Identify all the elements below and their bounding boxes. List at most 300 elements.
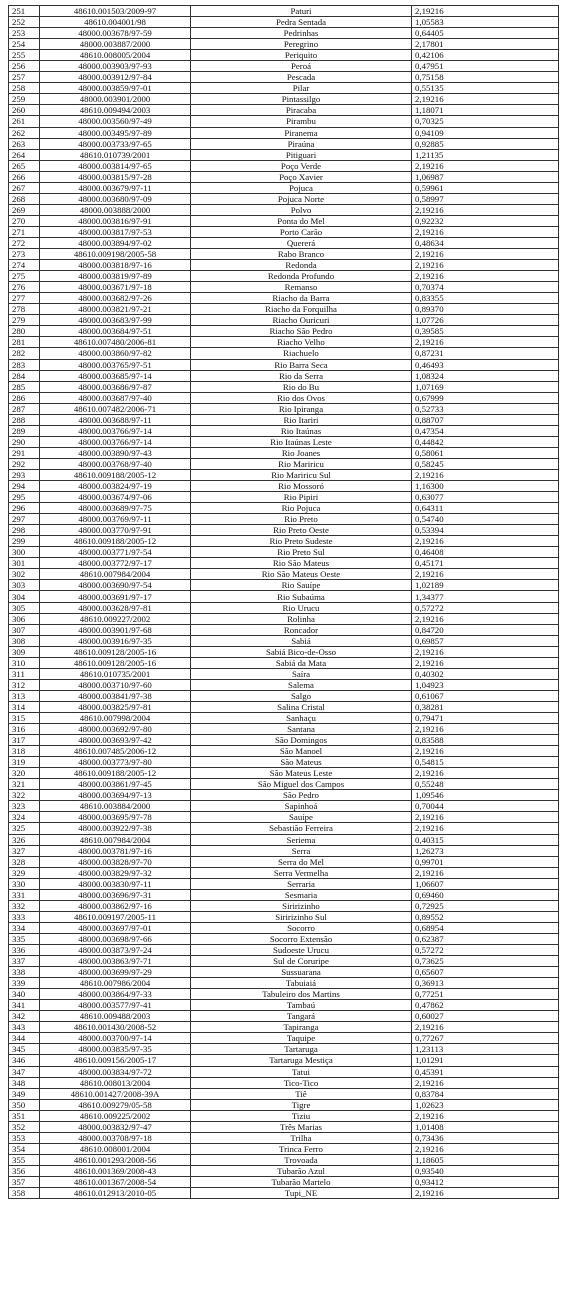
table-row — [9, 1154, 559, 1165]
table-row — [9, 72, 559, 83]
table-row — [9, 1110, 559, 1121]
process-number: 48000.003688/97-11 — [40, 414, 191, 425]
row-number: 254 — [9, 39, 40, 50]
process-number: 48610.009225/2002 — [40, 1110, 191, 1121]
row-number: 343 — [9, 1022, 40, 1033]
row-number: 281 — [9, 337, 40, 348]
table-row — [9, 635, 559, 646]
value-cell: 1,18071 — [412, 105, 559, 116]
process-number: 48000.003679/97-11 — [40, 182, 191, 193]
field-name: Rio Ipiranga — [191, 403, 412, 414]
table-row — [9, 1022, 559, 1033]
field-name: Pitiguari — [191, 149, 412, 160]
row-number: 295 — [9, 492, 40, 503]
field-name: Periquito — [191, 50, 412, 61]
table-row — [9, 381, 559, 392]
process-number: 48000.003700/97-14 — [40, 1033, 191, 1044]
process-number: 48610.007984/2004 — [40, 834, 191, 845]
row-number: 283 — [9, 359, 40, 370]
value-cell: 2,19216 — [412, 1143, 559, 1154]
process-number: 48610.001430/2008-52 — [40, 1022, 191, 1033]
value-cell: 1,09546 — [412, 790, 559, 801]
row-number: 290 — [9, 436, 40, 447]
field-name: Rio Mariricu — [191, 458, 412, 469]
table-row — [9, 900, 559, 911]
process-number: 48610.009128/2005-16 — [40, 646, 191, 657]
table-row — [9, 547, 559, 558]
table-row — [9, 823, 559, 834]
row-number: 311 — [9, 668, 40, 679]
process-number: 48000.003922/97-38 — [40, 823, 191, 834]
table-row — [9, 889, 559, 900]
row-number: 337 — [9, 956, 40, 967]
field-name: Riacho da Barra — [191, 293, 412, 304]
table-row — [9, 602, 559, 613]
process-number: 48000.003863/97-71 — [40, 956, 191, 967]
process-number: 48000.003698/97-66 — [40, 933, 191, 944]
table-row — [9, 282, 559, 293]
field-name: Pirambu — [191, 116, 412, 127]
process-number: 48610.009198/2005-58 — [40, 249, 191, 260]
value-cell: 0,92232 — [412, 215, 559, 226]
table-row — [9, 1000, 559, 1011]
value-cell: 0,36913 — [412, 978, 559, 989]
table-row — [9, 768, 559, 779]
process-number: 48000.003680/97-09 — [40, 193, 191, 204]
process-number: 48610.007986/2004 — [40, 978, 191, 989]
process-number: 48610.009188/2005-12 — [40, 469, 191, 480]
row-number: 256 — [9, 61, 40, 72]
row-number: 263 — [9, 138, 40, 149]
field-name: Piranema — [191, 127, 412, 138]
table-row — [9, 845, 559, 856]
field-name: Pojuca Norte — [191, 193, 412, 204]
table-row — [9, 944, 559, 955]
row-number: 340 — [9, 989, 40, 1000]
table-row — [9, 50, 559, 61]
row-number: 285 — [9, 381, 40, 392]
table-row — [9, 160, 559, 171]
table-row — [9, 127, 559, 138]
process-number: 48000.003862/97-16 — [40, 900, 191, 911]
table-row — [9, 1165, 559, 1176]
value-cell: 0,61067 — [412, 690, 559, 701]
row-number: 296 — [9, 503, 40, 514]
value-cell: 0,88707 — [412, 414, 559, 425]
field-name: Siririzinho — [191, 900, 412, 911]
value-cell: 0,52733 — [412, 403, 559, 414]
table-row — [9, 746, 559, 757]
process-number: 48000.003697/97-01 — [40, 922, 191, 933]
value-cell: 2,19216 — [412, 337, 559, 348]
row-number: 319 — [9, 757, 40, 768]
row-number: 331 — [9, 889, 40, 900]
row-number: 318 — [9, 746, 40, 757]
value-cell: 0,54815 — [412, 757, 559, 768]
field-name: Paturi — [191, 6, 412, 17]
field-name: Rio São Mateus — [191, 558, 412, 569]
process-number: 48610.008001/2004 — [40, 1143, 191, 1154]
field-name: Riacho Velho — [191, 337, 412, 348]
process-number: 48000.003818/97-16 — [40, 260, 191, 271]
field-name: Seriema — [191, 834, 412, 845]
field-name: Trovoada — [191, 1154, 412, 1165]
value-cell: 0,93540 — [412, 1165, 559, 1176]
field-name: Sul de Coruripe — [191, 956, 412, 967]
field-name: São Mateus — [191, 757, 412, 768]
process-number: 48000.003684/97-51 — [40, 326, 191, 337]
row-number: 255 — [9, 50, 40, 61]
process-number: 48000.003768/97-40 — [40, 458, 191, 469]
field-name: Sebastião Ferreira — [191, 823, 412, 834]
row-number: 321 — [9, 779, 40, 790]
process-number: 48000.003815/97-28 — [40, 171, 191, 182]
process-number: 48000.003773/97-80 — [40, 757, 191, 768]
row-number: 346 — [9, 1055, 40, 1066]
field-name: Ponta do Mel — [191, 215, 412, 226]
row-number: 341 — [9, 1000, 40, 1011]
process-number: 48610.009494/2003 — [40, 105, 191, 116]
field-name: Rio dos Ovos — [191, 392, 412, 403]
value-cell: 0,40315 — [412, 834, 559, 845]
field-name: Trinca Ferro — [191, 1143, 412, 1154]
table-row — [9, 138, 559, 149]
value-cell: 0,53394 — [412, 525, 559, 536]
row-number: 356 — [9, 1165, 40, 1176]
process-number: 48610.001503/2009-97 — [40, 6, 191, 17]
value-cell: 0,83588 — [412, 735, 559, 746]
table-row — [9, 458, 559, 469]
row-number: 277 — [9, 293, 40, 304]
row-number: 324 — [9, 812, 40, 823]
field-name: Rio Itaúnas — [191, 425, 412, 436]
process-number: 48610.009227/2002 — [40, 613, 191, 624]
table-row — [9, 492, 559, 503]
process-number: 48000.003682/97-26 — [40, 293, 191, 304]
field-name: Rio Preto Oeste — [191, 525, 412, 536]
row-number: 304 — [9, 591, 40, 602]
value-cell: 2,19216 — [412, 746, 559, 757]
table-row — [9, 1088, 559, 1099]
row-number: 302 — [9, 569, 40, 580]
value-cell: 0,84720 — [412, 624, 559, 635]
row-number: 328 — [9, 856, 40, 867]
field-name: Rio Preto Sudeste — [191, 536, 412, 547]
row-number: 282 — [9, 348, 40, 359]
table-row — [9, 370, 559, 381]
process-number: 48610.012913/2010-05 — [40, 1188, 191, 1199]
table-row — [9, 28, 559, 39]
process-number: 48000.003690/97-54 — [40, 580, 191, 591]
field-name: Trilha — [191, 1132, 412, 1143]
value-cell: 2,19216 — [412, 1110, 559, 1121]
field-name: Tubarão Azul — [191, 1165, 412, 1176]
table-row — [9, 1055, 559, 1066]
value-cell: 0,58061 — [412, 447, 559, 458]
table-row — [9, 757, 559, 768]
row-number: 253 — [9, 28, 40, 39]
value-cell: 0,62387 — [412, 933, 559, 944]
value-cell: 2,19216 — [412, 469, 559, 480]
value-cell: 2,19216 — [412, 249, 559, 260]
value-cell: 2,19216 — [412, 867, 559, 878]
process-number: 48000.003861/97-45 — [40, 779, 191, 790]
value-cell: 0,47951 — [412, 61, 559, 72]
process-number: 48000.003683/97-99 — [40, 315, 191, 326]
process-number: 48000.003766/97-14 — [40, 436, 191, 447]
field-name: Rolinha — [191, 613, 412, 624]
row-number: 313 — [9, 690, 40, 701]
field-name: Piraúna — [191, 138, 412, 149]
process-number: 48610.008005/2004 — [40, 50, 191, 61]
table-row — [9, 226, 559, 237]
process-number: 48000.003695/97-78 — [40, 812, 191, 823]
process-number: 48610.001367/2008-54 — [40, 1176, 191, 1187]
process-number: 48610.009188/2005-12 — [40, 536, 191, 547]
field-name: São Pedro — [191, 790, 412, 801]
field-name: Serra Vermelha — [191, 867, 412, 878]
process-number: 48000.003691/97-17 — [40, 591, 191, 602]
field-name: Tiziu — [191, 1110, 412, 1121]
value-cell: 2,19216 — [412, 260, 559, 271]
row-number: 293 — [9, 469, 40, 480]
table-row — [9, 878, 559, 889]
table-row — [9, 536, 559, 547]
field-name: Redonda Profundo — [191, 271, 412, 282]
field-name: Poço Xavier — [191, 171, 412, 182]
process-number: 48000.003894/97-02 — [40, 237, 191, 248]
row-number: 333 — [9, 911, 40, 922]
table-row — [9, 193, 559, 204]
table-row — [9, 657, 559, 668]
process-number: 48610.001427/2008-39A — [40, 1088, 191, 1099]
process-number: 48610.009279/05-58 — [40, 1099, 191, 1110]
process-number: 48000.003687/97-40 — [40, 392, 191, 403]
value-cell: 0,64405 — [412, 28, 559, 39]
process-number: 48610.009197/2005-11 — [40, 911, 191, 922]
table-row — [9, 392, 559, 403]
value-cell: 0,40302 — [412, 668, 559, 679]
table-row — [9, 624, 559, 635]
process-number: 48000.003770/97-91 — [40, 525, 191, 536]
field-name: Riachuelo — [191, 348, 412, 359]
field-name: Peroá — [191, 61, 412, 72]
row-number: 287 — [9, 403, 40, 414]
field-name: Sesmaria — [191, 889, 412, 900]
process-number: 48610.009156/2005-17 — [40, 1055, 191, 1066]
table-row — [9, 779, 559, 790]
process-number: 48000.003825/97-81 — [40, 701, 191, 712]
process-number: 48000.003577/97-41 — [40, 1000, 191, 1011]
table-row — [9, 569, 559, 580]
table-row — [9, 735, 559, 746]
value-cell: 2,19216 — [412, 94, 559, 105]
field-name: Quererá — [191, 237, 412, 248]
field-name: Pedrinhas — [191, 28, 412, 39]
table-row — [9, 503, 559, 514]
field-name: Tatui — [191, 1066, 412, 1077]
value-cell: 0,45391 — [412, 1066, 559, 1077]
table-row — [9, 425, 559, 436]
field-name: Rio Pojuca — [191, 503, 412, 514]
field-name: São Domingos — [191, 735, 412, 746]
row-number: 306 — [9, 613, 40, 624]
row-number: 301 — [9, 558, 40, 569]
row-number: 347 — [9, 1066, 40, 1077]
value-cell: 0,47862 — [412, 1000, 559, 1011]
field-name: Porto Carão — [191, 226, 412, 237]
value-cell: 0,89370 — [412, 304, 559, 315]
value-cell: 0,42106 — [412, 50, 559, 61]
row-number: 289 — [9, 425, 40, 436]
row-number: 297 — [9, 514, 40, 525]
row-number: 270 — [9, 215, 40, 226]
field-name: Rio Preto Sul — [191, 547, 412, 558]
field-name: Piracaba — [191, 105, 412, 116]
value-cell: 0,57272 — [412, 944, 559, 955]
field-name: Tartaruga — [191, 1044, 412, 1055]
row-number: 320 — [9, 768, 40, 779]
process-number: 48610.001293/2008-56 — [40, 1154, 191, 1165]
value-cell: 2,19216 — [412, 569, 559, 580]
value-cell: 0,70374 — [412, 282, 559, 293]
value-cell: 1,01408 — [412, 1121, 559, 1132]
value-cell: 0,70044 — [412, 801, 559, 812]
field-name: Sanhaçu — [191, 713, 412, 724]
process-number: 48000.003771/97-54 — [40, 547, 191, 558]
table-row — [9, 94, 559, 105]
field-name: Sussuarana — [191, 967, 412, 978]
field-name: Rio Subaúma — [191, 591, 412, 602]
data-table — [8, 5, 559, 1199]
row-number: 291 — [9, 447, 40, 458]
process-number: 48000.003816/97-91 — [40, 215, 191, 226]
value-cell: 2,19216 — [412, 613, 559, 624]
row-number: 354 — [9, 1143, 40, 1154]
table-row — [9, 834, 559, 845]
process-number: 48000.003828/97-70 — [40, 856, 191, 867]
field-name: Serraria — [191, 878, 412, 889]
table-row — [9, 17, 559, 28]
process-number: 48000.003829/97-32 — [40, 867, 191, 878]
row-number: 326 — [9, 834, 40, 845]
value-cell: 2,19216 — [412, 1022, 559, 1033]
value-cell: 0,65607 — [412, 967, 559, 978]
field-name: Pilar — [191, 83, 412, 94]
process-number: 48000.003890/97-43 — [40, 447, 191, 458]
field-name: Tico-Tico — [191, 1077, 412, 1088]
value-cell: 0,58245 — [412, 458, 559, 469]
field-name: Rio Pipiri — [191, 492, 412, 503]
row-number: 274 — [9, 260, 40, 271]
table-row — [9, 668, 559, 679]
table-row — [9, 403, 559, 414]
value-cell: 1,05583 — [412, 17, 559, 28]
value-cell: 1,08324 — [412, 370, 559, 381]
value-cell: 1,16300 — [412, 481, 559, 492]
table-row — [9, 867, 559, 878]
value-cell: 0,44842 — [412, 436, 559, 447]
row-number: 258 — [9, 83, 40, 94]
table-row — [9, 1033, 559, 1044]
value-cell: 0,89552 — [412, 911, 559, 922]
value-cell: 0,55248 — [412, 779, 559, 790]
row-number: 312 — [9, 679, 40, 690]
value-cell: 0,92885 — [412, 138, 559, 149]
row-number: 316 — [9, 724, 40, 735]
row-number: 342 — [9, 1011, 40, 1022]
row-number: 288 — [9, 414, 40, 425]
field-name: Sabiá da Mata — [191, 657, 412, 668]
field-name: Riacho Ouricuri — [191, 315, 412, 326]
value-cell: 2,19216 — [412, 823, 559, 834]
row-number: 352 — [9, 1121, 40, 1132]
field-name: Sapinhoá — [191, 801, 412, 812]
value-cell: 0,70325 — [412, 116, 559, 127]
process-number: 48000.003699/97-29 — [40, 967, 191, 978]
field-name: Polvo — [191, 204, 412, 215]
value-cell: 1,18605 — [412, 1154, 559, 1165]
value-cell: 2,19216 — [412, 160, 559, 171]
field-name: Rio Mariricu Sul — [191, 469, 412, 480]
process-number: 48000.003694/97-13 — [40, 790, 191, 801]
table-row — [9, 967, 559, 978]
table-row — [9, 481, 559, 492]
field-name: Santana — [191, 724, 412, 735]
table-row — [9, 337, 559, 348]
process-number: 48000.003495/97-89 — [40, 127, 191, 138]
process-number: 48610.007485/2006-12 — [40, 746, 191, 757]
value-cell: 0,54740 — [412, 514, 559, 525]
value-cell: 1,02623 — [412, 1099, 559, 1110]
table-row — [9, 348, 559, 359]
table-row — [9, 1188, 559, 1199]
value-cell: 1,21135 — [412, 149, 559, 160]
value-cell: 0,45171 — [412, 558, 559, 569]
row-number: 286 — [9, 392, 40, 403]
table-row — [9, 315, 559, 326]
table-row — [9, 713, 559, 724]
table-row — [9, 304, 559, 315]
table-row — [9, 149, 559, 160]
value-cell: 0,94109 — [412, 127, 559, 138]
process-number: 48610.003884/2000 — [40, 801, 191, 812]
process-number: 48000.003901/97-68 — [40, 624, 191, 635]
table-row — [9, 6, 559, 17]
value-cell: 2,19216 — [412, 768, 559, 779]
row-number: 261 — [9, 116, 40, 127]
row-number: 262 — [9, 127, 40, 138]
table-row — [9, 956, 559, 967]
value-cell: 0,75158 — [412, 72, 559, 83]
value-cell: 0,47354 — [412, 425, 559, 436]
table-row — [9, 61, 559, 72]
table-row — [9, 591, 559, 602]
process-number: 48000.003916/97-35 — [40, 635, 191, 646]
value-cell: 2,19216 — [412, 1188, 559, 1199]
row-number: 315 — [9, 713, 40, 724]
table-row — [9, 215, 559, 226]
field-name: Pescada — [191, 72, 412, 83]
value-cell: 2,19216 — [412, 226, 559, 237]
field-name: Socorro Extensão — [191, 933, 412, 944]
row-number: 307 — [9, 624, 40, 635]
table-row — [9, 701, 559, 712]
field-name: Saíra — [191, 668, 412, 679]
field-name: São Mateus Leste — [191, 768, 412, 779]
process-number: 48000.003628/97-81 — [40, 602, 191, 613]
value-cell: 1,26273 — [412, 845, 559, 856]
